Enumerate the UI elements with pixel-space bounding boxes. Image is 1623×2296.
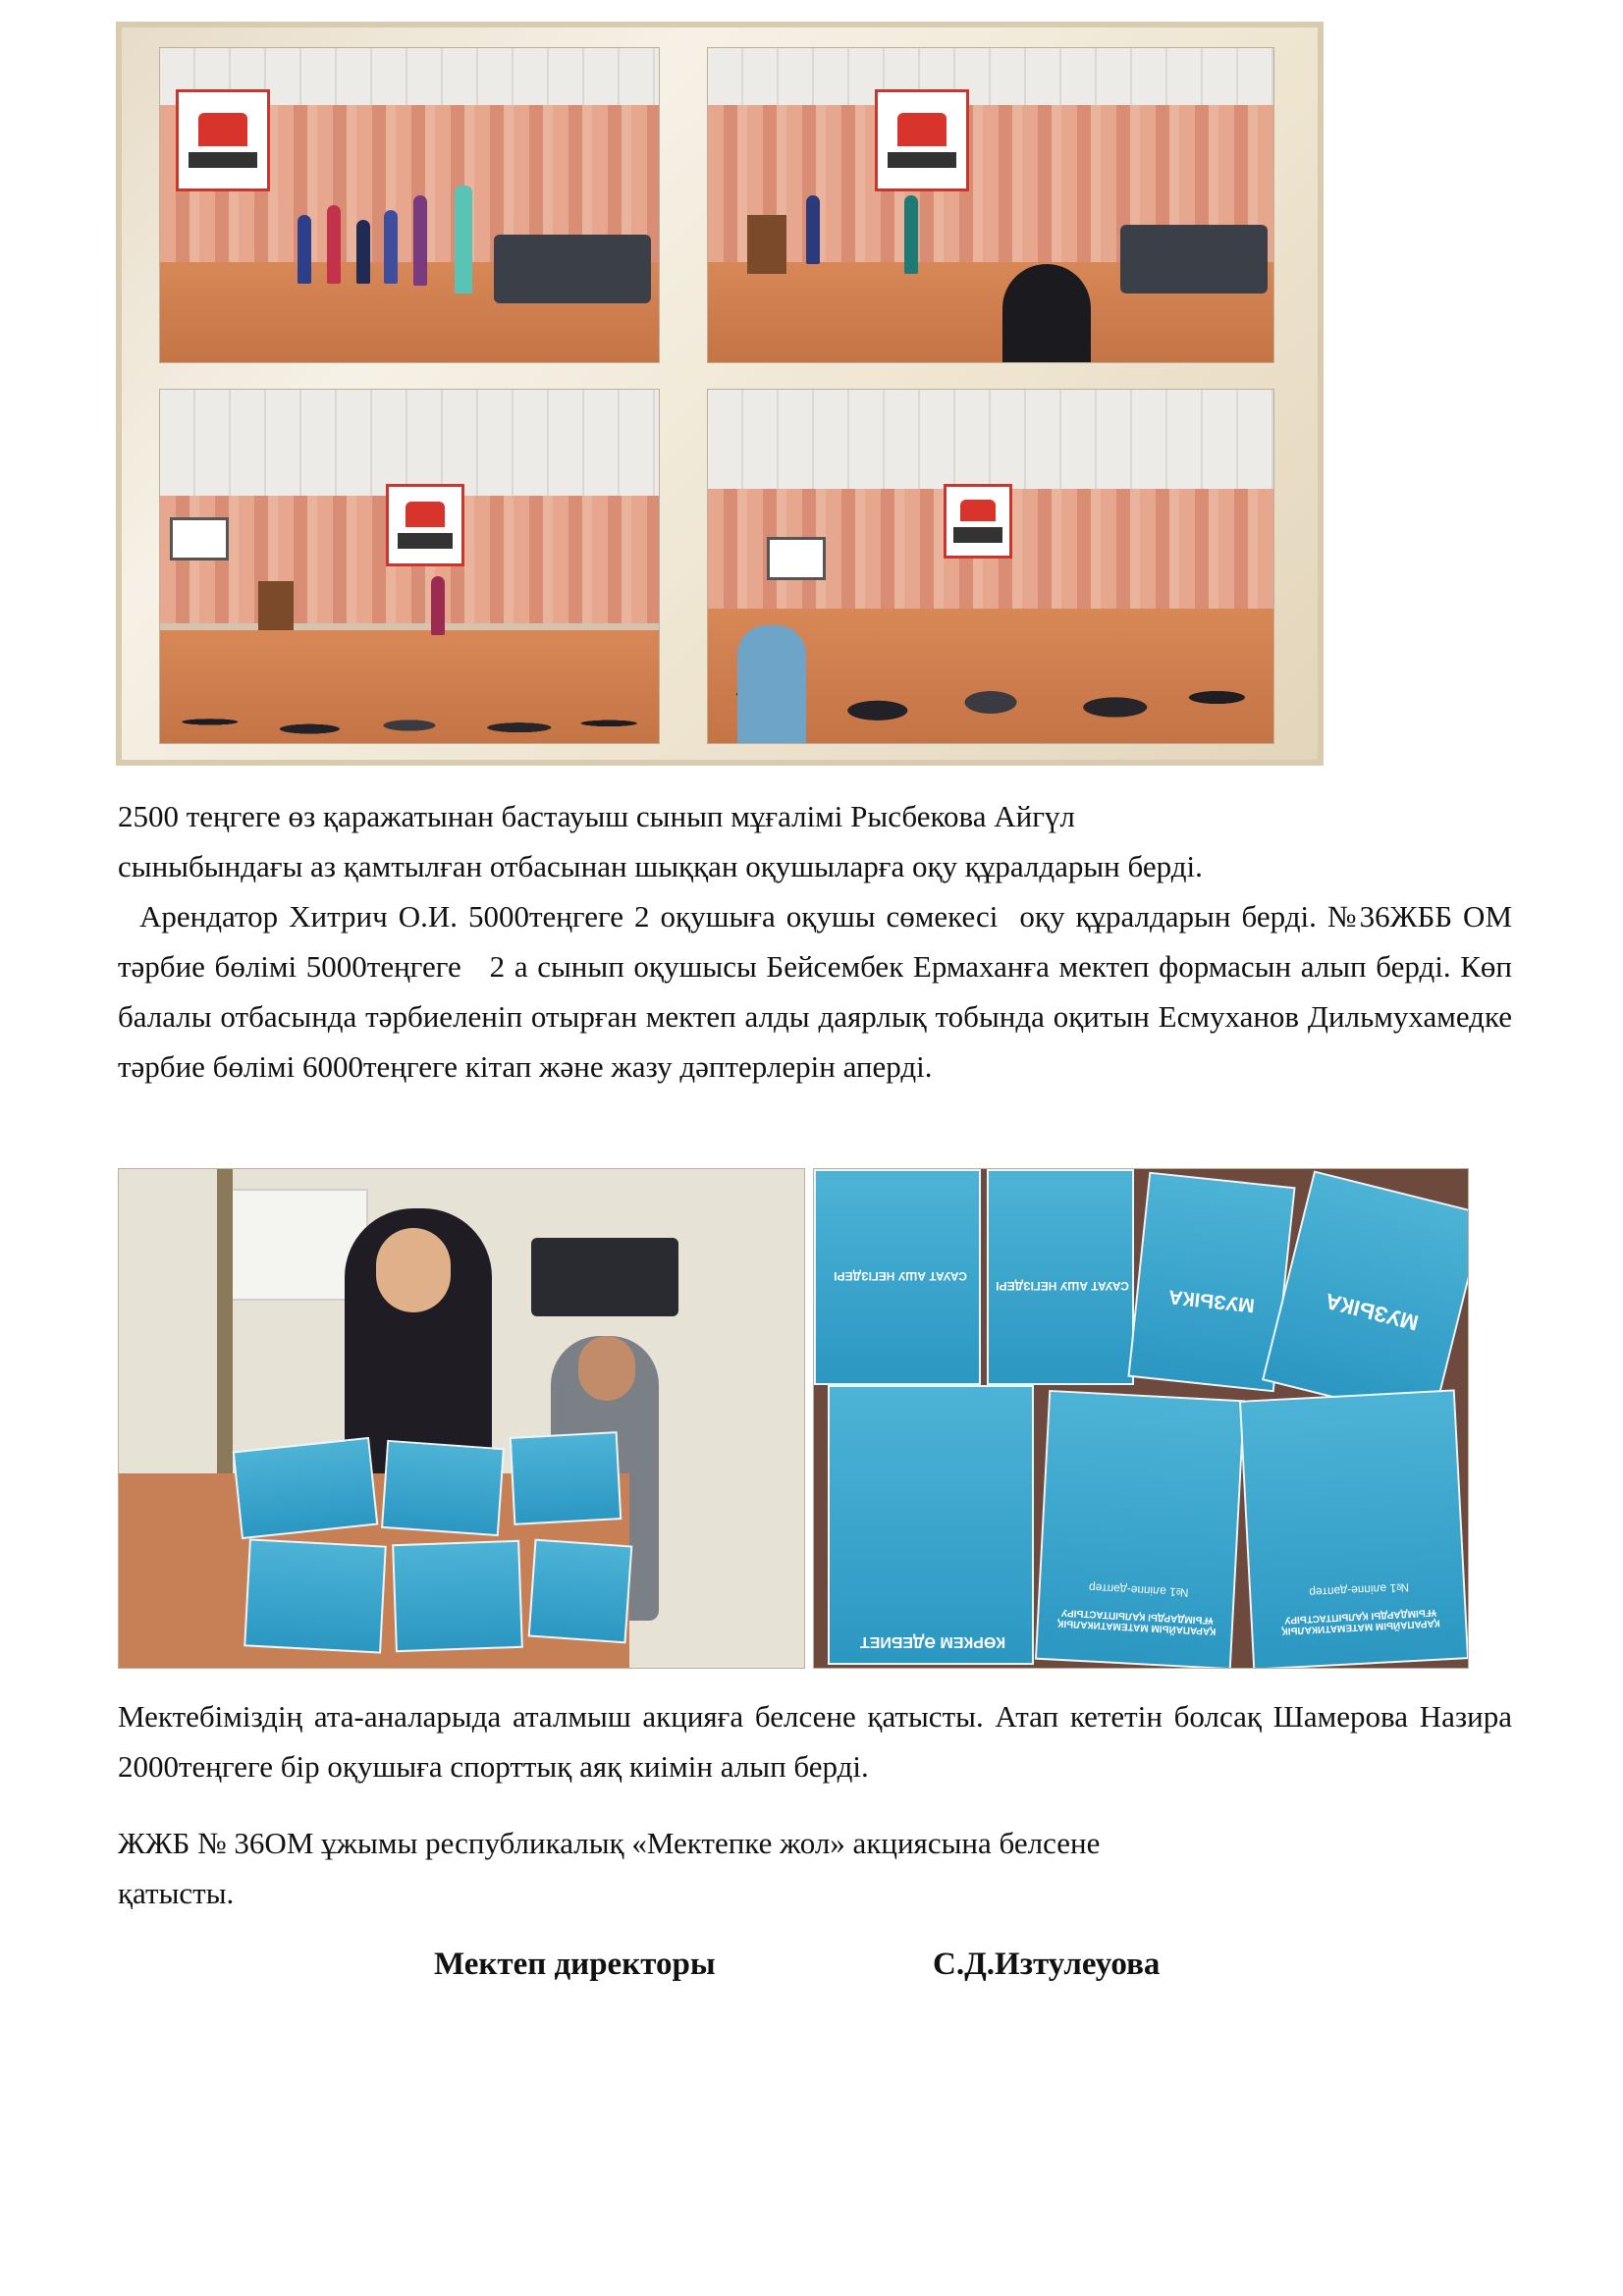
girl-figure [904,195,918,274]
booklet [528,1539,633,1644]
teacher-figure [455,186,472,294]
child-face [578,1336,635,1401]
projector-screen [767,537,826,580]
signature-role: Мектеп директоры [434,1947,716,1982]
booklet-title: МУЗЫКА [1323,1288,1422,1336]
booklet-notebook-label: №1 әліппе-дәптер [1088,1580,1189,1600]
podium [747,215,786,274]
banner-stripe [189,152,257,168]
ceiling [708,48,1273,105]
paragraph-line: сыныбындағы аз қамтылған отбасынан шыққан оқушыларға оқу құралдарын берді. [118,849,1203,883]
printer [531,1238,678,1316]
booklet-title: ҚАРАПАЙЫМ МАТЕМАТИКАЛЫҚ ҰҒЫМДАРДЫ ҚАЛЫПТАСТЫРУ [1057,1606,1217,1637]
banner-logo-icon [960,500,996,521]
booklet [381,1440,505,1536]
banner-stripe [888,152,956,168]
child-figure [327,205,341,284]
paragraph-line: қатысты. [118,1876,235,1910]
booklet-title: САУАТ АШУ НЕГІЗДЕРІ [996,1279,1129,1293]
banner-stripe [953,527,1002,543]
banner-logo-icon [897,113,947,146]
booklet [233,1437,379,1539]
door-frame [217,1169,233,1493]
paragraph-donations-list [118,891,1520,1092]
gift-bags-table [1120,225,1268,294]
booklet-title: ҚАРАПАЙЫМ МАТЕМАТИКАЛЫҚ ҰҒЫМДАРДЫ ҚАЛЫПТАСТЫРУ [1281,1606,1440,1636]
event-banner [386,484,464,566]
parent-figure [737,625,806,744]
banner-logo-icon [198,113,247,146]
banner-logo-icon [406,502,445,527]
child-figure [806,195,820,264]
collage-photo-stage-speaker [707,47,1274,363]
child-figure [431,576,445,635]
paragraph-line: 2500 теңгеге өз қаражатынан бастауыш сынып мұғалімі Рысбекова Айгүл [118,799,1075,833]
child-figure [413,195,427,286]
photo-collage-frame [116,22,1324,766]
paragraph-line: ЖЖБ № 36ОМ ұжымы республикалық «Мектепке жол» акциясына белсене [118,1826,1101,1860]
ceiling [160,390,659,496]
booklet-title: МУЗЫКА [1167,1285,1256,1316]
event-banner [944,484,1012,559]
paragraph-body: Арендатор Хитрич О.И. 5000теңгеге 2 оқушыға оқушы сөмекесі оқу құралдарын берді. №36ЖББ ОМ тәрбие бөлімі 5000теңгеге 2 а сынып оқушысы Бейсембек Ермаханға мектеп формасын алып берді. Көп балалы отбасында тәрбиеленіп отырған мектеп алды даярлық тобында оқитын Есмуханов Дильмухамедке тәрбие бөлімі 6000теңгеге кітап және жазу дәптерлерін аперді. [118,899,1520,1084]
paragraph-parents-participation [118,1691,1512,1791]
booklet-title: САУАТ АШУ НЕГІЗДЕРІ [834,1269,967,1283]
audience-heads [160,672,659,743]
child-figure [384,210,398,284]
child-figure [298,215,311,284]
seated-boy-head [1002,264,1091,363]
podium [258,581,294,630]
booklet-math [1239,1389,1469,1669]
collage-photo-audience [707,389,1274,744]
event-banner [176,89,270,191]
collage-photo-stage-children [159,47,660,363]
event-banner [875,89,969,191]
photo-teacher-with-child [118,1168,805,1669]
booklet-title: КӨРКЕМ ӘДЕБИЕТ [859,1633,1006,1650]
booklet-art [828,1385,1034,1665]
paragraph-body: Мектебіміздің ата-аналарыда аталмыш акцияға белсене қатысты. Атап кететін болсақ Шамерова Назира 2000теңгеге бір оқушыға спорттық аяқ киімін алып берді. [118,1699,1512,1784]
projector-screen [170,517,229,561]
signature-name: С.Д.Изтулеуова [933,1947,1161,1982]
child-figure [356,220,370,284]
booklet [243,1538,387,1653]
booklet-notebook-label: №1 әліппе-дәптер [1309,1580,1410,1600]
paragraph-teacher-donation [118,791,1512,891]
ceiling [708,390,1273,489]
booklet [392,1540,523,1652]
gift-bags-table [494,235,651,303]
booklet-literacy [987,1169,1134,1385]
paragraph-conclusion [118,1818,1512,1918]
banner-stripe [398,533,453,549]
booklet-literacy [814,1169,981,1385]
booklet-math [1035,1390,1245,1669]
teacher-face [376,1228,451,1312]
booklet [510,1431,622,1525]
collage-photo-hall-wide [159,389,660,744]
photo-booklets-closeup [813,1168,1469,1669]
